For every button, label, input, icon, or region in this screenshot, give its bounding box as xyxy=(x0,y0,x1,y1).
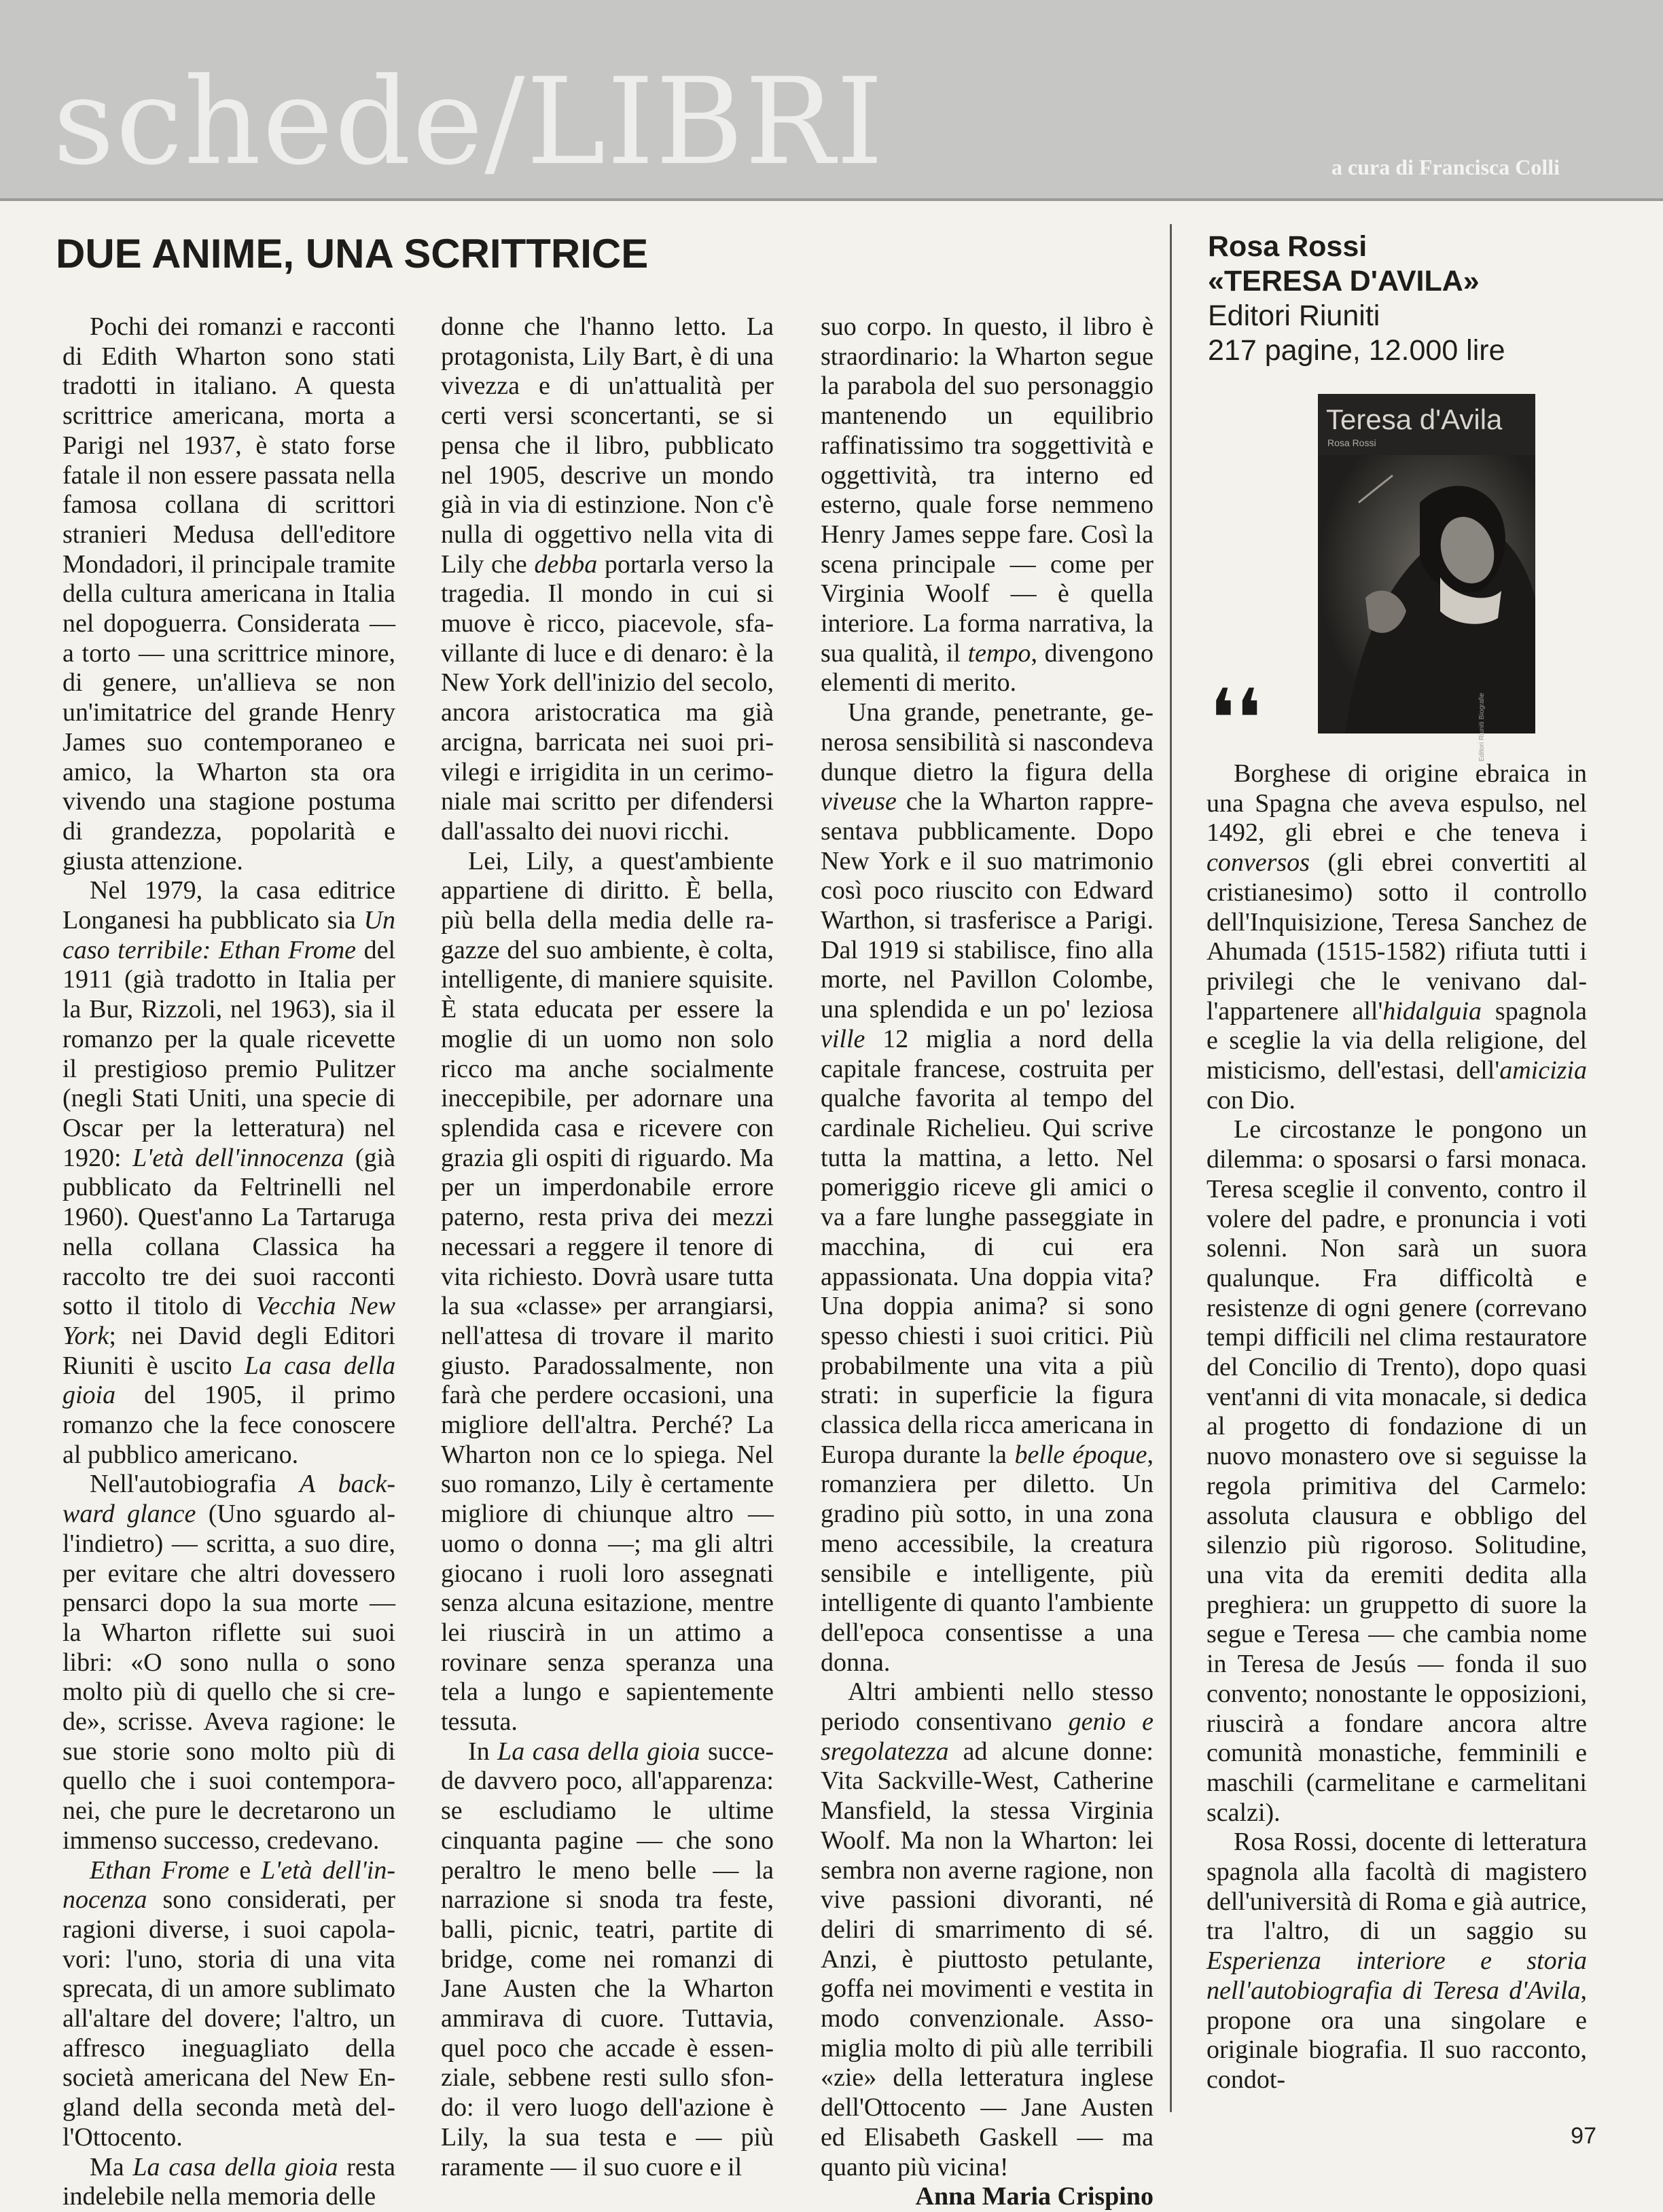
article-column-1 xyxy=(62,312,396,2211)
book-publisher: Editori Riuniti xyxy=(1208,300,1380,332)
emphasis-italic: amicizia xyxy=(1499,1056,1587,1085)
emphasis-italic: conversos xyxy=(1206,848,1310,877)
cover-author: Rosa Rossi xyxy=(1327,437,1376,448)
emphasis-italic: debba xyxy=(534,549,598,579)
quote-mark-icon: ❛❛ xyxy=(1209,672,1262,767)
article-paragraph: Ma La casa della gioia resta indelebile nella memoria delle xyxy=(62,2152,396,2211)
article-headline: DUE ANIME, UNA SCRITTRICE xyxy=(56,231,649,276)
book-title-italic: La casa della gioia xyxy=(132,2152,338,2181)
article-paragraph: Una grande, penetrante, generosa sensibilità si nascondeva dunque dietro la figura della viveuse che la Wharton rappresentava pubblicamente. Dopo New York e il suo matrimonio così poco riuscito con Edward Warthon, si trasferisce a Parigi. Dal 1919 si stabilisce, fino alla morte, nel Pavillon Colombe, una splendida e un po' leziosa ville 12 miglia a nord della capitale francese, costruita per qualche favorita al tempo del cardinale Richelieu. Qui scrive tutta la mattina, a letto. Nel pomeriggio riceve gli amici o va a fare lunghe passeggiate in macchina, di cui era appassionata. Una doppia vita? Una doppia anima? si sono spesso chiesti i suoi critici. Più probabilmente una vita a più strati: in superficie la figura classica della ricca americana in Europa durante la belle époque, romanziera per diletto. Un gradino più sotto, in una zona meno accessibile, la creatura sensibile e intelligente, più intelligente di quanto l'ambiente dell'epoca consentisse a una donna. xyxy=(821,698,1154,1677)
header-divider xyxy=(0,198,1663,201)
book-title-italic: Vecchia New York xyxy=(62,1292,395,1350)
article-column-3 xyxy=(821,312,1154,2211)
book-title-italic: L'età dell'innocenza xyxy=(132,1143,344,1172)
article-byline: Anna Maria Crispino xyxy=(915,2182,1154,2211)
emphasis-italic: belle époque xyxy=(1014,1440,1147,1469)
book-title-italic: L'età dell'innocenza xyxy=(62,1855,395,1915)
section-header xyxy=(0,0,1663,198)
article-paragraph: donne che l'hanno letto. La protagonista, Lily Bart, è di una vivezza e di un'attualità per certi versi sconcertanti, se si pensa che il libro, pubblicato nel 1905, descrive un mondo già in via di estinzione. Non c'è nulla di oggettivo nella vita di Lily che debba portarla verso la tragedia. Il mondo in cui si muove è ricco, piacevole, sfavillante di luce e di denaro: è la New York dell'inizio del secolo, ancora aristocratica ma già arcigna, barricata nei suoi privilegi e irrigidita in un cerimoniale mai scritto per difendersi dall'assalto dei nuovi ricchi. xyxy=(441,312,774,846)
book-title-italic: A backward glance xyxy=(62,1470,395,1529)
cover-title: Teresa d'Avila xyxy=(1326,403,1503,435)
article-paragraph: Nel 1979, la casa editrice Longanesi ha pubblicato sia Un caso terribile: Ethan Frome del 1911 (già tradotto in Italia per la Bur, Rizzoli, nel 1963), sia il romanzo per la quale ricevette il prestigioso premio Pulitzer (negli Stati Uniti, una specie di Oscar per la letteratura) nel 1920: L'età dell'innocenza (già pubblicato da Feltrinelli nel 1960). Quest'anno La Tartaruga nella collana Classica ha raccolto tre dei suoi racconti sotto il titolo di Vecchia New York; nei David degli Editori Riuniti è uscito La casa della gioia del 1905, il primo romanzo che la fece conoscere al pubblico americano. xyxy=(62,876,396,1469)
book-cover-image xyxy=(1318,394,1535,762)
article-paragraph: Lei, Lily, a quest'ambiente appartiene di diritto. È bella, più bella della media delle ragazze del suo ambiente, è colta, intelligente, di maniere squisite. È stata educata per essere la moglie di un uomo non solo ricco ma anche socialmente ineccepibile, per adornare una splendida casa e ricevere con grazia gli ospiti di riguardo. Ma per un imperdonabile errore paterno, resta priva dei mezzi necessari a reggere il tenore di vita richiesto. Dovrà usare tutta la sua «classe» per arrangiarsi, nell'attesa di trovare il marito giusto. Paradossalmente, non farà che perdere occasioni, una migliore dell'altra. Perché? La Wharton non ce lo spiega. Nel suo romanzo, Lily è certamente migliore di chiunque altro — uomo o donna —; ma gli altri giocano i ruoli loro assegnati senza alcuna esitazione, mentre lei riuscirà in un attimo a rovinare senza speranza una tela a lungo e sapientemente tessuta. xyxy=(441,846,774,1737)
book-author: Rosa Rossi xyxy=(1208,230,1367,263)
book-title-italic: La casa della gioia xyxy=(62,1351,395,1410)
article-paragraph: Altri ambienti nello stesso periodo consentivano genio e sregolatezza ad alcune donne: Vita Sackville-West, Catherine Mansfield, la stessa Virginia Woolf. Ma non la Wharton: lei sembra non averne ragione, non vive passioni divoranti, né deliri di smarrimento di sé. Anzi, è piuttosto petulante, goffa nei movimenti e vestita in modo convenzionale. Assomiglia molto di più alle terribili «zie» della letteratura inglese dell'Ottocento — Jane Austen ed Elisabeth Gaskell — ma quanto più vicina! xyxy=(821,1678,1154,2181)
article-paragraph: suo corpo. In questo, il libro è straordinario: la Wharton segue la parabola del suo personaggio mantenendo un equilibrio raffinatissimo tra soggettività e oggettività, tra interno ed esterno, quale forse nemmeno Henry James seppe fare. Così la scena principale — come per Virginia Woolf — è quella interiore. La forma narrativa, la sua qualità, il tempo, divengono elementi di merito. xyxy=(821,312,1154,697)
book-details: 217 pagine, 12.000 lire xyxy=(1208,334,1505,367)
article-paragraph: Pochi dei romanzi e racconti di Edith Wharton sono stati tradotti in italiano. A questa scrittrice americana, morta a Parigi nel 1937, è stato forse fatale il non essere passata nella famosa collana di scrittori stranieri Medusa dell'editore Mondadori, il principale tramite della cultura americana in Italia nel dopoguerra. Considerata — a torto — una scrittrice minore, di genere, un'allieva se non un'imitatrice del grande Henry James suo contemporaneo e amico, la Wharton sta ora vivendo una stagione postuma di grandezza, popolarità e giusta attenzione. xyxy=(62,312,395,875)
emphasis-italic: genio e sregolatezza xyxy=(821,1707,1154,1766)
article-paragraph: In La casa della gioia succede davvero poco, all'apparenza: se escludiamo le ultime cinquanta pagine — che sono peraltro le meno belle — la narrazione si snoda tra feste, balli, picnic, teatri, partite di bridge, come nei romanzi di Jane Austen che la Wharton ammirava di cuore. Tuttavia, quel poco che accade è essenziale, sebbene resti sullo sfondo: il vero luogo dell'azione è Lily, la sua testa e — più raramente — il suo cuore e il xyxy=(441,1737,774,2181)
article-column-2 xyxy=(441,312,774,2181)
book-title-italic: Esperienza interiore e storia nell'autobiografia di Teresa d'Avila xyxy=(1206,1946,1587,2005)
review-paragraph: Rosa Rossi, docente di letteratura spagnola alla facoltà di magistero dell'università di Roma e già autrice, tra l'altro, di un saggio su Esperienza interiore e storia nell'autobiografia di Teresa d'Avila, propone ora una singolare e originale biografia. Il suo racconto, condot- xyxy=(1206,1828,1587,2094)
book-title-italic: Un caso terribile: Ethan Frome xyxy=(62,906,395,964)
emphasis-italic: hidalguia xyxy=(1382,996,1482,1026)
book-info xyxy=(1208,230,1629,368)
review-column xyxy=(1206,759,1587,2094)
book-title-italic: Ethan Frome xyxy=(90,1855,230,1885)
section-title: schede/LIBRI xyxy=(53,52,885,192)
page-number: 97 xyxy=(1571,2123,1596,2149)
cover-publisher: Editori Riuniti Biografie xyxy=(1478,693,1486,762)
column-divider xyxy=(1170,224,1172,2112)
emphasis-italic: viveuse xyxy=(821,787,897,816)
book-title-italic: La casa della gioia xyxy=(497,1737,700,1766)
book-title: «TERESA D'AVILA» xyxy=(1208,265,1480,297)
emphasis-italic: tempo xyxy=(967,638,1031,668)
article-paragraph: Nell'autobiografia A backward glance (Uno sguardo all'indietro) — scritta, a suo dire, per evitare che altri dovessero pensarci dopo la sua morte — la Wharton riflette sui suoi libri: «O sono nulla o sono molto più di quello che si crede», scrisse. Aveva ragione: le sue storie sono molto più di quello che i suoi contemporanei, che pure le decretarono un immenso successo, credevano. xyxy=(62,1470,395,1855)
section-curator: a cura di Francisca Colli xyxy=(1331,155,1560,179)
article-paragraph: Ethan Frome e L'età dell'innocenza sono considerati, per ragioni diverse, i suoi capolavori: l'uno, storia di una vita sprecata, di un amore sublimato all'altare del dovere; l'altro, un affresco ineguagliato della società americana del New England della seconda metà dell'Ottocento. xyxy=(62,1855,395,2152)
review-paragraph: Le circostanze le pongono un dilemma: o sposarsi o farsi monaca. Teresa sceglie il convento, contro il volere del padre, e pronuncia i voti solenni. Non sarà un suora qualunque. Fra difficoltà e resistenze di ogni genere (correvano tempi difficili nel clima restauratore del Concilio di Trento), dopo quasi vent'anni di vita monacale, si dedica al progetto di fondazione di un nuovo monastero ove si seguisse la regola primitiva del Carmelo: assoluta clausura e obbligo del silenzio più rigoroso. Solitudine, una vita da eremiti dedita alla preghiera: un gruppetto di suore la segue e Teresa — che cambia nome in Teresa de Jesús — fonda il suo convento; nonostante le opposizioni, riuscirà a fondare ancora altre comunità monastiche, femminili e maschili (carmelitane e carmelitani scalzi). xyxy=(1206,1115,1587,1827)
emphasis-italic: ville xyxy=(821,1024,865,1053)
review-paragraph: Borghese di origine ebraica in una Spagna che aveva espulso, nel 1492, gli ebrei e che teneva i conversos (gli ebrei convertiti al cristianesimo) sotto il controllo dell'Inquisizione, Teresa Sanchez de Ahumada (1515-1582) rifiuta tutti i privilegi che le venivano dall'appartenere all'hidalguia spagnola e sceglie la via della religione, del misticismo, dell'estasi, dell'amicizia con Dio. xyxy=(1206,759,1587,1114)
